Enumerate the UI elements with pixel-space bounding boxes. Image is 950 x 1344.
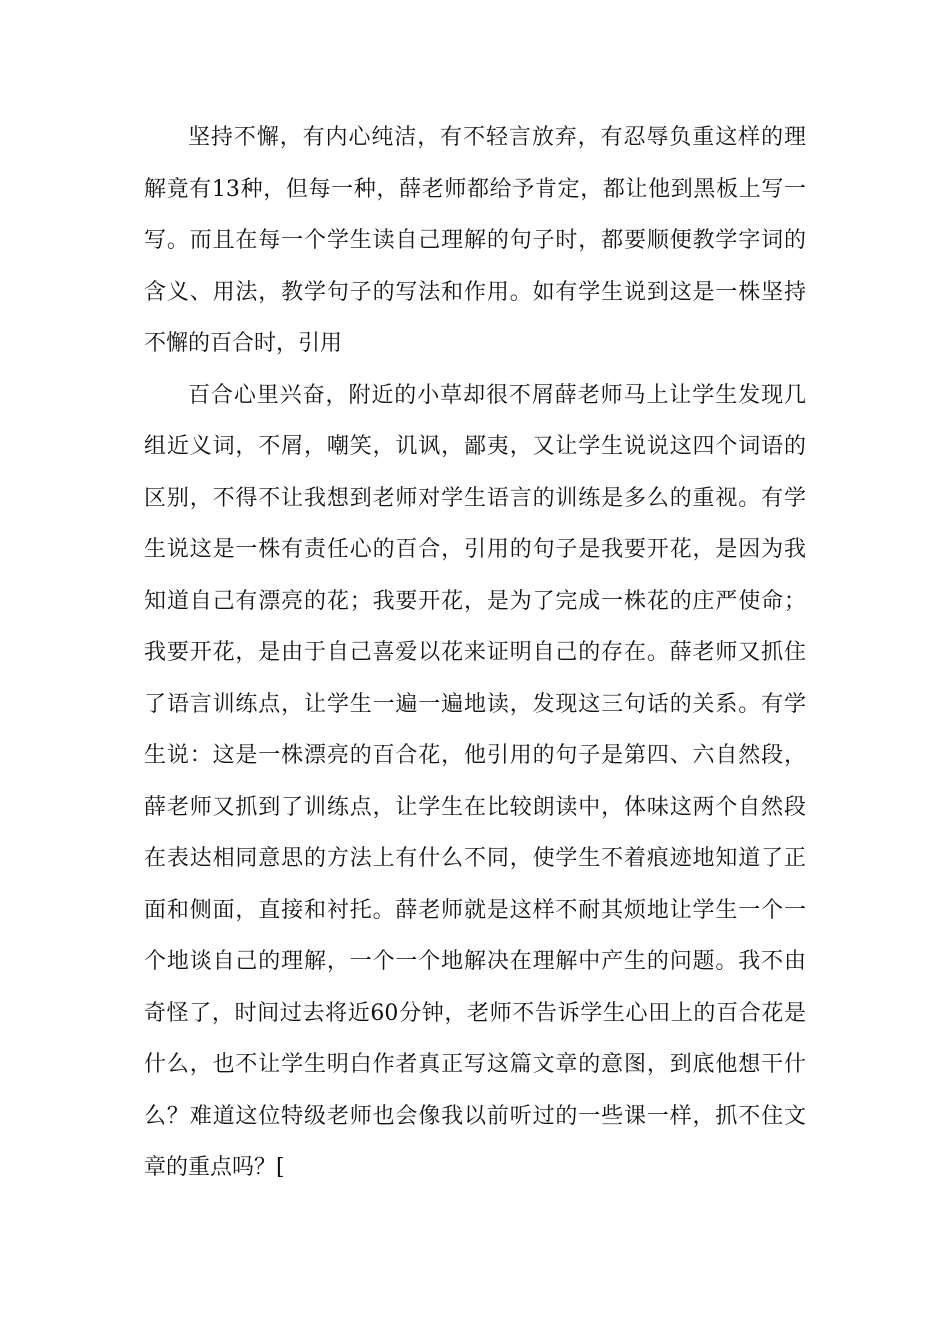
- text-line: 写。而且在每一个学生读自己理解的句子时，都要顺便教学字词的: [144, 228, 806, 253]
- text-line: 我要开花，是由于自己喜爱以花来证明自己的存在。薛老师又抓住: [144, 640, 806, 665]
- text-line: 奇怪了，时间过去将近60分钟，老师不告诉学生心田上的百合花是: [144, 1000, 806, 1026]
- text-line: 区别，不得不让我想到老师对学生语言的训练是多么的重视。有学: [144, 485, 806, 511]
- text-line: 什么，也不让学生明白作者真正写这篇文章的意图，到底他想干什: [144, 1052, 806, 1077]
- text-line: 生说这是一株有责任心的百合，引用的句子是我要开花，是因为我: [144, 537, 806, 562]
- paragraph-2: [144, 370, 806, 1194]
- text-line: 么？难道这位特级老师也会像我以前听过的一些课一样，抓不住文: [144, 1103, 806, 1129]
- text-line: 在表达相同意思的方法上有什么不同，使学生不着痕迹地知道了正: [144, 846, 806, 871]
- text-line: 章的重点吗？[: [144, 1155, 285, 1180]
- body-text: [144, 112, 806, 1194]
- text-line: 含义、用法，教学句子的写法和作用。如有学生说到这是一株坚持: [144, 279, 806, 305]
- text-line: 生说：这是一株漂亮的百合花，他引用的句子是第四、六自然段，: [144, 743, 806, 768]
- text-line: 面和侧面，直接和衬托。薛老师就是这样不耐其烦地让学生一个一: [144, 897, 806, 923]
- text-line: 个地谈自己的理解，一个一个地解决在理解中产生的问题。我不由: [144, 949, 806, 974]
- text-line: 坚持不懈，有内心纯洁，有不轻言放弃，有忍辱负重这样的理: [188, 125, 806, 150]
- text-line: 组近义词，不屑，嘲笑，讥讽，鄙夷，又让学生说说这四个词语的: [144, 434, 806, 459]
- text-line: 百合心里兴奋，附近的小草却很不屑薛老师马上让学生发现几: [188, 382, 806, 408]
- text-line: 不懈的百合时，引用: [144, 331, 343, 356]
- text-line: 薛老师又抓到了训练点，让学生在比较朗读中，体味这两个自然段: [144, 794, 806, 820]
- text-line: 了语言训练点，让学生一遍一遍地读，发现这三句话的关系。有学: [144, 691, 806, 717]
- text-line: 解竟有13种，但每一种，薛老师都给予肯定，都让他到黑板上写一: [144, 176, 806, 202]
- text-line: 知道自己有漂亮的花；我要开花，是为了完成一株花的庄严使命；: [144, 588, 806, 614]
- paragraph-1: [144, 112, 806, 370]
